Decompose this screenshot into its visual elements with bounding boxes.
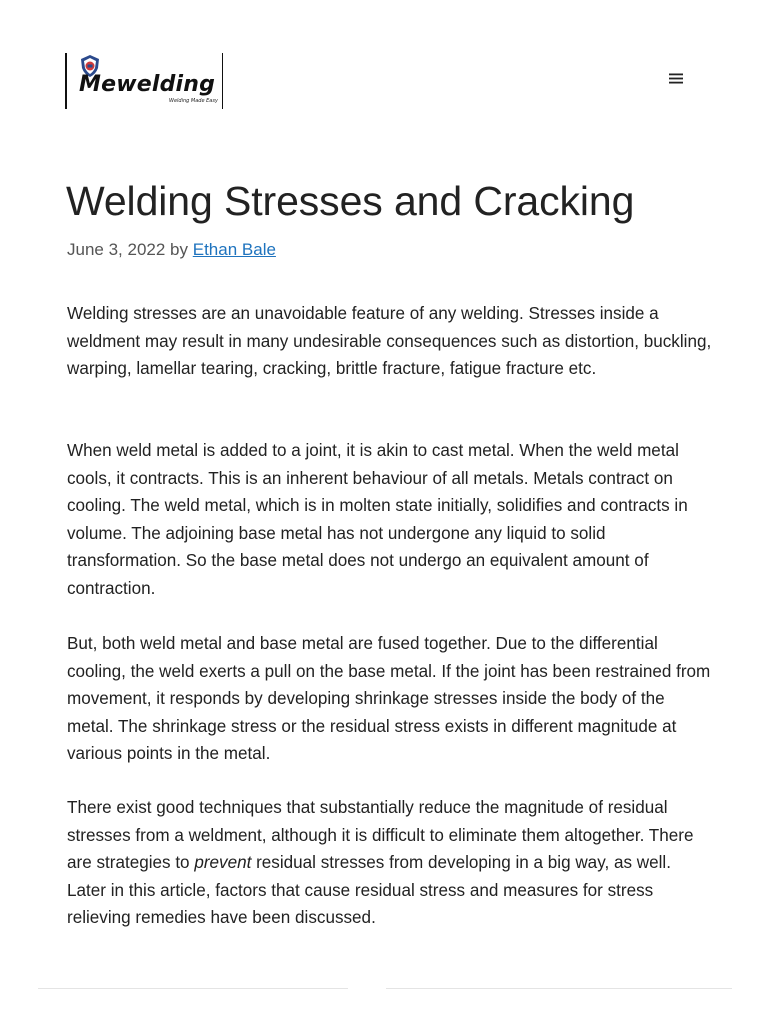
article-paragraph: When weld metal is added to a joint, it is akin to cast metal. When the weld metal cools, it contracts. This is an inherent behaviour of all metals. Metals contract on cooling. The weld metal, which is in molten state initially, solidifies and contracts in volume. The adjoining base metal has not undergone any liquid to solid transformation. So the base metal does not undergo an equivalent amount of contraction. [67, 441, 688, 598]
site-logo[interactable] [65, 52, 223, 110]
article-paragraph: But, both weld metal and base metal are fused together. Due to the differential cooling, the weld exerts a pull on the base metal. If the joint has been restrained from movement, it responds by developing shrinkage stresses inside the body of the metal. The shrinkage stress or the residual stress exists in different magnitude at various points in the metal. [67, 634, 711, 764]
logo-divider-right [222, 53, 223, 109]
paragraph-text: There exist good techniques that substantially reduce the magnitude of residual stresses from a weldment, although it is difficult to eliminate them altogether. There are strategies to [67, 798, 694, 873]
paragraph-text: residual stresses from developing in a big way, as well. Later in this article, factors that cause residual stress and measures for stress relieving remedies have been discussed. [67, 853, 671, 928]
menu-button[interactable] [662, 66, 690, 94]
section-divider [38, 988, 348, 989]
author-link[interactable]: Ethan Bale [192, 240, 276, 259]
logo-tagline: Welding Made Easy [169, 98, 218, 104]
publish-date: June 3, 2022 [67, 240, 166, 259]
site-header [0, 0, 768, 150]
byline-label: by [170, 240, 189, 259]
logo-name: Mewelding [79, 72, 216, 97]
article-paragraph [67, 794, 713, 932]
article-title: Welding Stresses and Cracking [66, 178, 635, 224]
emphasis-text: prevent [194, 853, 252, 873]
article-meta [67, 240, 276, 260]
logo-divider-left [65, 53, 67, 109]
article-paragraph: Welding stresses are an unavoidable feature of any welding. Stresses inside a weldment may result in many undesirable consequences such as distortion, buckling, warping, lamellar tearing, cracking, brittle fracture, fatigue fracture etc. [67, 304, 712, 379]
section-divider [386, 988, 732, 989]
hamburger-menu-icon [668, 72, 684, 88]
